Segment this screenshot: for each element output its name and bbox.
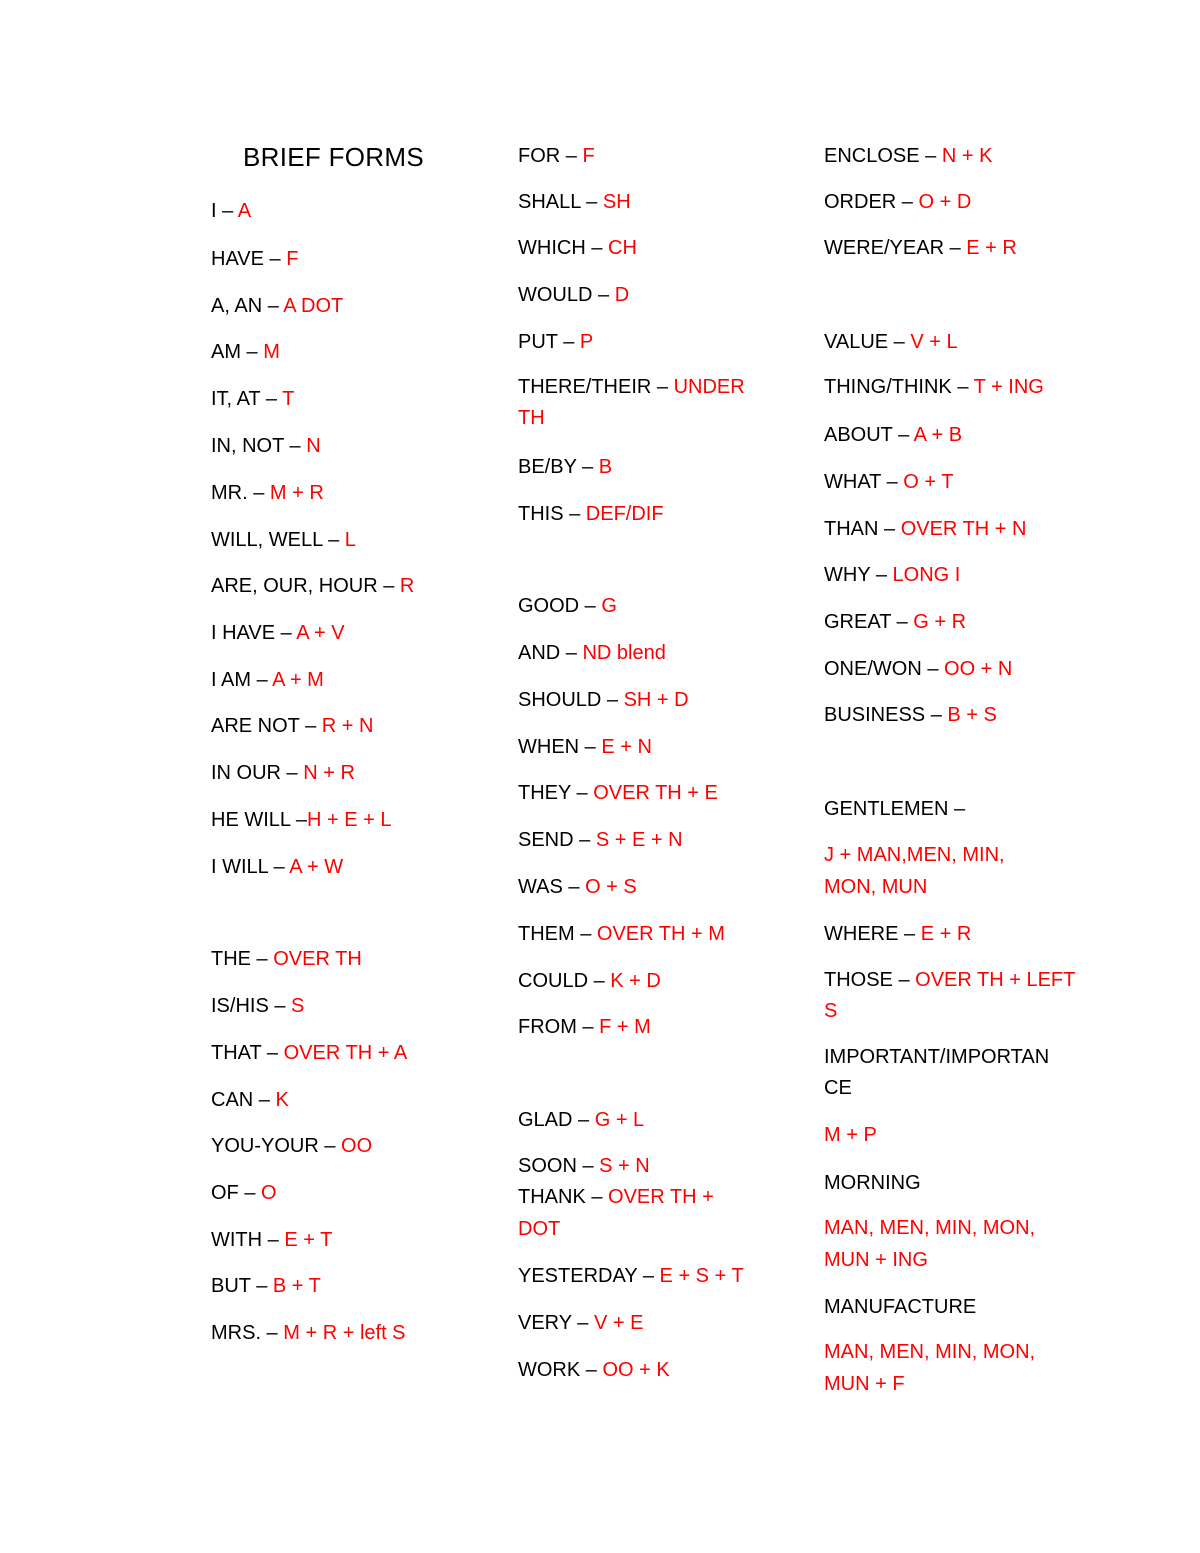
entry-word: GREAT –	[824, 611, 914, 633]
entry-brief-form: E + R	[966, 237, 1017, 259]
column-2-entry	[518, 824, 683, 856]
entry-brief-form: N + R	[303, 762, 355, 784]
entry-brief-form: CH	[608, 237, 637, 259]
column-2-entry	[518, 1104, 644, 1136]
entry-brief-form: P	[579, 331, 594, 353]
column-2-entry	[518, 402, 545, 434]
column-2-entry	[518, 684, 689, 716]
entry-word: WHERE –	[824, 923, 921, 945]
entry-brief-form: B + T	[272, 1275, 321, 1297]
entry-word: THING/THINK –	[824, 376, 974, 398]
entry-brief-form: O + T	[903, 471, 954, 493]
entry-brief-form: O	[261, 1182, 277, 1204]
column-3-entry	[824, 371, 1044, 403]
entry-word: ABOUT –	[824, 424, 914, 446]
entry-word: WHICH –	[518, 237, 608, 259]
column-1-entry	[211, 195, 251, 227]
entry-word: SEND –	[518, 829, 596, 851]
entry-brief-form: D	[614, 284, 630, 306]
entry-brief-form: S + N	[599, 1155, 650, 1177]
column-2-entry	[518, 451, 612, 483]
entry-brief-form: SH	[602, 191, 631, 213]
entry-brief-form: M	[263, 341, 280, 363]
entry-brief-form: R	[399, 575, 415, 597]
column-3-entry	[824, 1072, 852, 1104]
entry-brief-form: A + M	[272, 669, 324, 691]
entry-brief-form: F	[286, 248, 299, 270]
entry-brief-form: E + R	[920, 923, 972, 945]
entry-brief-form: OVER TH + LEFT	[915, 969, 1076, 991]
entry-brief-form: V + E	[593, 1312, 644, 1334]
column-1-entry	[211, 336, 280, 368]
entry-brief-form: B + S	[947, 704, 997, 726]
entry-word: CAN –	[211, 1089, 276, 1111]
column-3-entry	[824, 839, 1005, 871]
column-3-entry	[824, 995, 837, 1027]
entry-word: YESTERDAY –	[518, 1265, 660, 1287]
entry-brief-form: E + T	[284, 1229, 333, 1251]
entry-word: IS/HIS –	[211, 995, 292, 1017]
column-2-entry	[518, 498, 664, 530]
column-3-entry	[824, 699, 997, 731]
column-1-entry	[211, 990, 304, 1022]
entry-brief-form: M + R + left S	[283, 1322, 406, 1344]
column-1-entry	[211, 617, 345, 649]
column-1-entry	[211, 943, 362, 975]
entry-word: YOU-YOUR –	[211, 1135, 342, 1157]
entry-brief-form: L	[344, 529, 356, 551]
column-1-entry	[211, 804, 391, 836]
entry-brief-form: G + R	[913, 611, 967, 633]
entry-word: WOULD –	[518, 284, 615, 306]
entry-word: AND –	[518, 642, 583, 664]
column-3-entry	[824, 419, 962, 451]
entry-brief-form: DOT	[518, 1218, 561, 1240]
column-2-entry	[518, 232, 637, 264]
column-1-entry	[211, 1037, 407, 1069]
entry-brief-form: ND blend	[582, 642, 666, 664]
column-1-entry	[211, 710, 373, 742]
column-3-entry	[824, 232, 1017, 264]
entry-brief-form: E + N	[601, 736, 652, 758]
column-2-entry	[518, 279, 629, 311]
column-3-entry	[824, 1368, 905, 1400]
entry-brief-form: A + W	[289, 856, 344, 878]
entry-word: ORDER –	[824, 191, 919, 213]
entry-word: I HAVE –	[211, 622, 297, 644]
entry-word: WITH –	[211, 1229, 285, 1251]
column-1-entry	[211, 1317, 406, 1349]
entry-brief-form: OVER TH	[273, 948, 362, 970]
column-3-entry	[824, 326, 958, 358]
entry-brief-form: B	[598, 456, 613, 478]
column-3-entry	[824, 186, 971, 218]
entry-brief-form: O + S	[585, 876, 637, 898]
column-2-entry	[518, 637, 666, 669]
column-1-entry	[211, 290, 343, 322]
entry-brief-form: H + E + L	[306, 809, 392, 831]
column-1-entry	[211, 1084, 289, 1116]
entry-word: VALUE –	[824, 331, 911, 353]
column-3-entry	[824, 1167, 921, 1199]
entry-word: THE –	[211, 948, 274, 970]
column-3-entry	[824, 559, 960, 591]
entry-word: MRS. –	[211, 1322, 284, 1344]
column-3-entry	[824, 793, 965, 825]
column-1-entry	[211, 1130, 372, 1162]
entry-brief-form: M + R	[269, 482, 324, 504]
column-3-entry	[824, 653, 1012, 685]
column-2-entry	[518, 1307, 643, 1339]
entry-word: GOOD –	[518, 595, 602, 617]
entry-brief-form: OVER TH +	[608, 1186, 714, 1208]
column-1-entry	[211, 383, 294, 415]
entry-word: THERE/THEIR –	[518, 376, 674, 398]
entry-word: FROM –	[518, 1016, 600, 1038]
entry-brief-form: V + L	[910, 331, 958, 353]
entry-word: HAVE –	[211, 248, 287, 270]
column-2-entry	[518, 326, 593, 358]
entry-word: THEY –	[518, 782, 594, 804]
entry-word: IN OUR –	[211, 762, 304, 784]
column-2-entry	[518, 871, 637, 903]
entry-brief-form: TH	[518, 407, 545, 429]
entry-brief-form: OO + K	[602, 1359, 670, 1381]
entry-brief-form: K + D	[610, 970, 661, 992]
column-2-entry	[518, 965, 661, 997]
entry-brief-form: S	[291, 995, 305, 1017]
entry-brief-form: G	[601, 595, 617, 617]
column-3-entry	[824, 1041, 1049, 1073]
column-1-entry	[211, 851, 343, 883]
entry-brief-form: S + E + N	[595, 829, 683, 851]
entry-word: WHY –	[824, 564, 893, 586]
column-2-entry	[518, 590, 617, 622]
entry-brief-form: F + M	[599, 1016, 651, 1038]
entry-brief-form: UNDER	[673, 376, 745, 398]
entry-brief-form: OO + N	[944, 658, 1013, 680]
entry-word: WILL, WELL –	[211, 529, 345, 551]
column-1-entry	[211, 757, 355, 789]
entry-word: ARE NOT –	[211, 715, 322, 737]
entry-word: I –	[211, 200, 238, 222]
entry-brief-form: OVER TH + N	[900, 518, 1027, 540]
column-1-entry	[211, 1224, 332, 1256]
column-3-entry	[824, 918, 971, 950]
entry-brief-form: OVER TH + E	[593, 782, 718, 804]
entry-brief-form: MAN, MEN, MIN, MON,	[824, 1217, 1036, 1239]
entry-word: IMPORTANT/IMPORTAN	[824, 1046, 1050, 1068]
column-2-entry	[518, 1213, 560, 1245]
entry-brief-form: N	[306, 435, 321, 457]
entry-word: THEM –	[518, 923, 597, 945]
entry-word: THOSE –	[824, 969, 916, 991]
entry-word: WERE/YEAR –	[824, 237, 967, 259]
entry-word: PUT –	[518, 331, 580, 353]
entry-word: WHAT –	[824, 471, 904, 493]
entry-brief-form: A DOT	[283, 295, 344, 317]
entry-word: THAT –	[211, 1042, 284, 1064]
column-1-entry	[211, 477, 324, 509]
column-3-entry	[824, 140, 992, 172]
entry-brief-form: MAN, MEN, MIN, MON,	[824, 1341, 1036, 1363]
column-2-entry	[518, 731, 652, 763]
column-2-entry	[518, 1150, 650, 1182]
entry-word: CE	[824, 1077, 852, 1099]
column-1-entry	[211, 1270, 321, 1302]
column-2-entry	[518, 918, 725, 950]
column-3-entry	[824, 964, 1075, 996]
entry-word: BUT –	[211, 1275, 273, 1297]
page-title: BRIEF FORMS	[243, 142, 424, 172]
entry-word: THIS –	[518, 503, 586, 525]
entry-word: BUSINESS –	[824, 704, 948, 726]
entry-word: GLAD –	[518, 1109, 595, 1131]
column-1-entry	[211, 570, 414, 602]
column-3-entry	[824, 606, 966, 638]
entry-word: MR. –	[211, 482, 270, 504]
entry-word: ONE/WON –	[824, 658, 945, 680]
entry-brief-form: MUN + ING	[824, 1249, 928, 1271]
entry-word: ARE, OUR, HOUR –	[211, 575, 400, 597]
column-3-entry	[824, 466, 954, 498]
entry-word: GENTLEMEN –	[824, 798, 966, 820]
entry-word: COULD –	[518, 970, 611, 992]
entry-word: IT, AT –	[211, 388, 283, 410]
entry-word: WORK –	[518, 1359, 603, 1381]
entry-word: MANUFACTURE	[824, 1296, 977, 1318]
entry-word: VERY –	[518, 1312, 594, 1334]
column-3-entry	[824, 1212, 1035, 1244]
entry-word: IN, NOT –	[211, 435, 307, 457]
column-2-entry	[518, 1011, 651, 1043]
entry-word: WAS –	[518, 876, 586, 898]
entry-brief-form: J + MAN,MEN, MIN,	[824, 844, 1005, 866]
entry-word: WHEN –	[518, 736, 602, 758]
entry-brief-form: A	[237, 200, 252, 222]
column-3-entry	[824, 871, 927, 903]
entry-word: SOON –	[518, 1155, 600, 1177]
entry-brief-form: A + V	[296, 622, 345, 644]
column-2-entry	[518, 371, 745, 403]
column-1-entry	[211, 524, 356, 556]
entry-word: I WILL –	[211, 856, 290, 878]
entry-brief-form: LONG I	[892, 564, 961, 586]
entry-word: A, AN –	[211, 295, 284, 317]
entry-brief-form: T + ING	[973, 376, 1044, 398]
entry-brief-form: OO	[341, 1135, 373, 1157]
entry-word: SHALL –	[518, 191, 603, 213]
entry-brief-form: T	[282, 388, 295, 410]
entry-brief-form: O + D	[918, 191, 972, 213]
column-2-entry	[518, 140, 595, 172]
entry-brief-form: E + S + T	[659, 1265, 744, 1287]
column-2-entry	[518, 1181, 714, 1213]
entry-brief-form: K	[275, 1089, 289, 1111]
entry-brief-form: M + P	[824, 1124, 877, 1146]
entry-brief-form: N + K	[941, 145, 993, 167]
column-2-entry	[518, 186, 631, 218]
column-3-entry	[824, 1291, 976, 1323]
column-3-entry	[824, 513, 1026, 545]
column-3-entry	[824, 1119, 877, 1151]
entry-word: SHOULD –	[518, 689, 624, 711]
entry-brief-form: G + L	[594, 1109, 645, 1131]
entry-brief-form: MUN + F	[824, 1373, 905, 1395]
column-3-entry	[824, 1336, 1035, 1368]
column-1-entry	[211, 430, 321, 462]
column-1-entry	[211, 243, 298, 275]
entry-word: BE/BY –	[518, 456, 599, 478]
entry-word: MORNING	[824, 1172, 921, 1194]
entry-word: FOR –	[518, 145, 583, 167]
column-1-entry	[211, 664, 324, 696]
entry-brief-form: SH + D	[623, 689, 689, 711]
column-2-entry	[518, 1354, 670, 1386]
column-1-entry	[211, 1177, 277, 1209]
entry-word: THAN –	[824, 518, 901, 540]
entry-brief-form: DEF/DIF	[585, 503, 664, 525]
entry-word: THANK –	[518, 1186, 609, 1208]
column-3-entry	[824, 1244, 928, 1276]
entry-brief-form: F	[582, 145, 595, 167]
entry-word: OF –	[211, 1182, 262, 1204]
entry-word: ENCLOSE –	[824, 145, 942, 167]
column-2-entry	[518, 1260, 744, 1292]
entry-brief-form: R + N	[321, 715, 374, 737]
entry-brief-form: S	[824, 1000, 838, 1022]
entry-brief-form: OVER TH + M	[596, 923, 725, 945]
entry-brief-form: MON, MUN	[824, 876, 928, 898]
entry-word: AM –	[211, 341, 264, 363]
entry-word: HE WILL –	[211, 809, 307, 831]
entry-brief-form: A + B	[913, 424, 963, 446]
entry-word: I AM –	[211, 669, 273, 691]
entry-brief-form: OVER TH + A	[283, 1042, 408, 1064]
column-2-entry	[518, 777, 718, 809]
